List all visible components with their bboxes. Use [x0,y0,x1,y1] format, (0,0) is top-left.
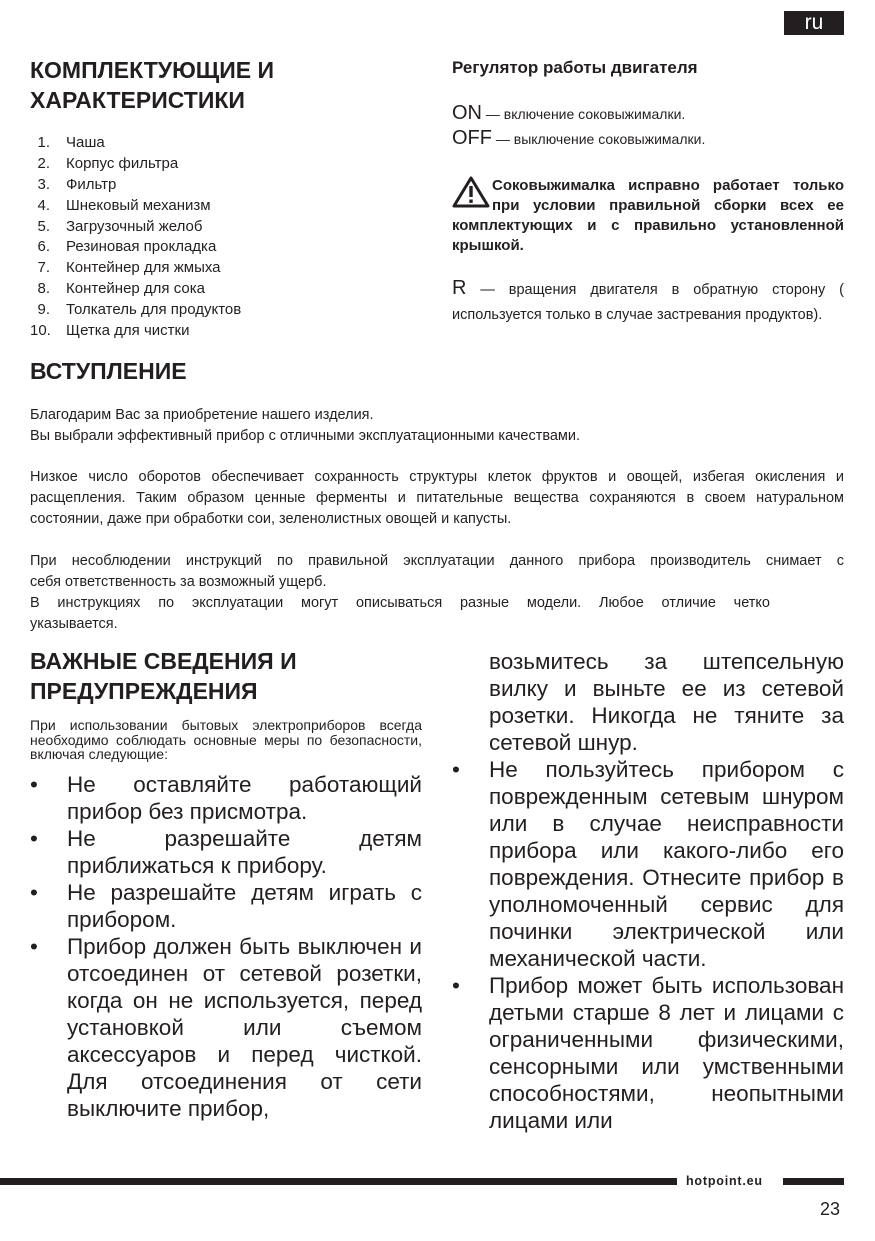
item-label: Корпус фильтра [66,154,179,172]
item-number: 5. [37,217,50,235]
item-number: 2. [37,154,50,172]
on-description [452,101,685,126]
page-number: 23 [820,1199,841,1219]
bullet-text: Прибор может быть использован детьми старше 8 лет и лицами с ограниченными физическими, сенсорными или умственными способностями, неопытными лицами или [489,973,844,1133]
intro-paragraph-1 [30,405,844,447]
on-key: ON [452,102,482,124]
intro-p1-line2: Вы выбрали эффективный прибор с отличными эксплуатационными качествами. [30,428,581,444]
intro-title: ВСТУПЛЕНИЕ [30,358,187,384]
list-item [30,771,422,825]
list-item [30,196,241,217]
bullet-marker: • [30,772,38,797]
list-item [30,300,241,321]
language-tab: ru [784,11,844,35]
list-item [30,133,241,154]
list-item [30,154,241,175]
bullet-marker: • [452,757,460,782]
bullet-text: Не разрешайте детям играть с прибором. [67,880,422,932]
bullet-text: Не оставляйте работающий прибор без присмотра. [67,772,422,824]
parts-title [30,55,430,115]
list-item [30,321,241,342]
off-description [452,126,705,151]
list-item [30,175,241,196]
list-item [452,756,844,972]
item-number: 7. [37,259,50,277]
bullet-marker: • [30,880,38,905]
safety-title-line2: ПРЕДУПРЕЖДЕНИЯ [30,678,258,704]
safety-title [30,646,430,706]
bullet-text: Не пользуйтесь прибором с поврежденным сетевым шнуром или в случае неисправности прибора или какого-либо его повреждения. Отнесите прибор в уполномоченный сервис для починки электрической или механической части. [489,757,844,971]
item-number: 10. [30,322,51,340]
item-number: 3. [37,175,50,193]
bullet-marker: • [30,934,38,959]
intro-p3-line3: В инструкциях по эксплуатации могут описываться разные модели. Любое отличие четко [30,595,770,611]
item-label: Резиновая прокладка [66,238,217,256]
safety-continuation: возьмитесь за штепсельную вилку и выньте ее из сетевой розетки. Никогда не тяните за сетевой шнур. [489,649,844,755]
off-key: OFF [452,127,492,149]
motor-title: Регулятор работы двигателя [452,58,698,77]
intro-p3-line1: При несоблюдении инструкций по правильной эксплуатации данного прибора производитель снимает с [30,553,844,569]
on-text: — включение соковыжималки. [482,106,686,122]
warning-triangle-icon [452,176,490,208]
intro-paragraph-2: Низкое число оборотов обеспечивает сохранность структуры клеток фруктов и овощей, избегая окисления и расщепления. Таким образом ценные ферменты и питательные вещества сохраняются в своем натуральном состоянии, даже при обработки сои, зеленолистных овощей и капусты. [30,469,844,527]
reverse-key: R [452,277,467,299]
bullet-marker: • [452,973,460,998]
item-label: Контейнер для сока [66,280,205,298]
list-item [30,237,241,258]
item-number: 8. [37,280,50,298]
list-item [452,972,844,1134]
footer-brand: hotpoint.eu [686,1174,763,1188]
intro-p3-line2: себя ответственность за возможный ущерб. [30,574,327,590]
reverse-text: — вращения двигателя в обратную сторону ( используется только в случае застревания продуктов). [452,282,844,323]
parts-title-line2: ХАРАКТЕРИСТИКИ [30,87,245,113]
reverse-description [452,276,844,328]
safety-intro: При использовании бытовых электроприборов всегда необходимо соблюдать основные меры по безопасности, включая следующие: [30,717,422,763]
item-number: 4. [37,196,50,214]
item-label: Шнековый механизм [66,196,211,214]
warning-note [452,176,844,256]
list-item [30,279,241,300]
list-item [30,825,422,879]
parts-list [30,133,241,342]
item-number: 1. [37,134,50,151]
safety-title-line1: ВАЖНЫЕ СВЕДЕНИЯ И [30,648,297,674]
bullet-marker: • [30,826,38,851]
intro-paragraph-3 [30,551,844,635]
safety-bullets-left [30,771,422,1122]
list-item [30,879,422,933]
intro-p1-line1: Благодарим Вас за приобретение нашего изделия. [30,407,374,423]
parts-title-line1: КОМПЛЕКТУЮЩИЕ И [30,57,275,83]
footer-rule-right [783,1178,844,1185]
item-label: Толкатель для продуктов [66,301,242,319]
list-item [30,217,241,238]
intro-p3-line4: указывается. [30,616,118,632]
bullet-text: Не разрешайте детям приближаться к прибору. [67,826,422,878]
item-label: Контейнер для жмыха [66,259,221,277]
item-label: Чаша [66,134,105,151]
footer-rule-left [0,1178,677,1185]
item-number: 9. [37,301,50,319]
off-text: — выключение соковыжималки. [492,131,706,147]
list-item [30,258,241,279]
item-label: Щетка для чистки [66,322,190,340]
safety-bullets-right [452,756,844,1134]
bullet-text: Прибор должен быть выключен и отсоединен от сетевой розетки, когда он не используется, перед установкой или съемом аксессуаров и перед чисткой. Для отсоединения от сети выключите прибор, [67,934,422,1121]
item-label: Загрузочный желоб [66,217,203,235]
item-number: 6. [37,238,50,256]
list-item [30,933,422,1122]
warning-text: Соковыжималка исправно работает только при условии правильной сборки всех ее комплектующих и с правильно установленной крышкой. [452,177,844,254]
item-label: Фильтр [66,175,117,193]
